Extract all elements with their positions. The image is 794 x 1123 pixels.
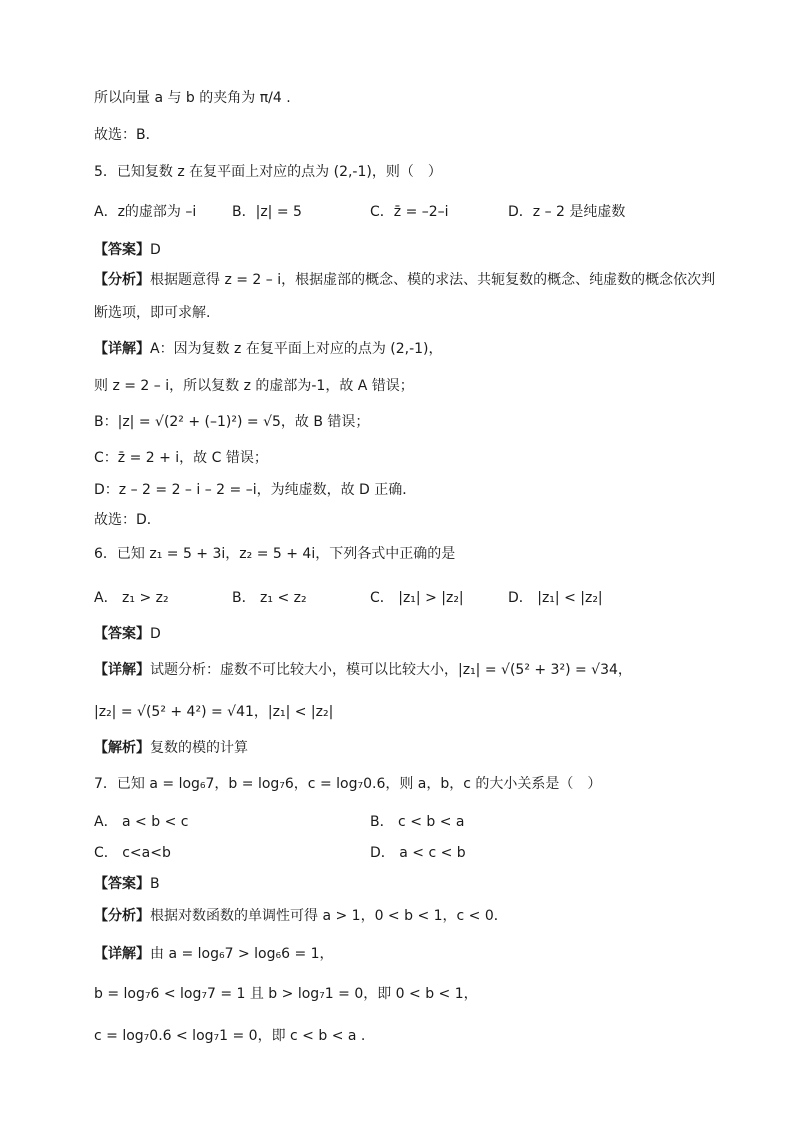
question-7: 7．已知 a = log₆7，b = log₇6，c = log₇0.6，则 a，b，c 的大小关系是（ ） [94,776,602,792]
parse-text: 复数的模的计算 [150,740,248,756]
option-b: B． c < b < a [370,814,465,830]
detail-tag: 【详解】 [94,946,150,962]
option-d: D． a < c < b [370,845,466,861]
option-a: A． a < b < c [94,814,189,830]
question-6: 6．已知 z₁ = 5 + 3i，z₂ = 5 + 4i，下列各式中正确的是 [94,546,456,562]
text-line: b = log₇6 < log₇7 = 1 且 b > log₇1 = 0，即 0 < b < 1， [94,986,478,1002]
text-line: D：z – 2 = 2 – i – 2 = –i，为纯虚数，故 D 正确． [94,482,417,498]
text-line: C：z̄ = 2 + i，故 C 错误； [94,450,268,466]
option-a: A． z₁ > z₂ [94,590,169,606]
text-line: |z₂| = √(5² + 4²) = √41，|z₁| < |z₂| [94,704,334,720]
analysis-line [94,906,508,926]
option-c: C． c<a<b [94,845,171,861]
answer-line [94,874,160,894]
detail-text: A：因为复数 z 在复平面上对应的点为 (2,-1)， [150,341,443,357]
answer-value: D [150,626,161,642]
option-d: D．z – 2 是纯虚数 [508,204,626,220]
text-line: 则 z = 2 – i，所以复数 z 的虚部为-1，故 A 错误； [94,378,414,394]
detail-text: 由 a = log₆7 > log₆6 = 1， [150,946,334,962]
option-a: A．z的虚部为 –i [94,204,197,220]
detail-tag: 【详解】 [94,341,150,357]
detail-line [94,944,334,964]
analysis-tag: 【分析】 [94,272,150,288]
text-line: 故选：B． [94,127,160,143]
text-line: B：|z| = √(2² + (–1)²) = √5，故 B 错误； [94,414,370,430]
analysis-line [94,270,715,290]
parse-line [94,738,248,758]
option-c: C．z̄ = –2–i [370,204,449,220]
analysis-text: 根据对数函数的单调性可得 a > 1，0 < b < 1，c < 0． [150,908,508,924]
text-line: 所以向量 a 与 b 的夹角为 π/4 . [94,90,291,106]
answer-tag: 【答案】 [94,242,150,258]
option-c: C． |z₁| > |z₂| [370,590,464,606]
detail-text: 试题分析：虚数不可比较大小，模可以比较大小，|z₁| = √(5² + 3²) = √34， [150,662,632,678]
option-b: B． z₁ < z₂ [232,590,307,606]
parse-tag: 【解析】 [94,740,150,756]
text-line: c = log₇0.6 < log₇1 = 0，即 c < b < a . [94,1028,366,1044]
answer-value: B [150,876,160,892]
detail-line [94,660,632,680]
detail-line [94,339,443,359]
answer-value: D [150,242,161,258]
answer-tag: 【答案】 [94,876,150,892]
option-b: B．|z| = 5 [232,204,302,220]
answer-tag: 【答案】 [94,626,150,642]
option-d: D． |z₁| < |z₂| [508,590,603,606]
answer-line [94,240,161,260]
question-5: 5．已知复数 z 在复平面上对应的点为 (2,-1)，则（ ） [94,164,442,180]
text-line: 故选：D． [94,512,161,528]
answer-line [94,624,161,644]
analysis-tag: 【分析】 [94,908,150,924]
text-line: 断选项，即可求解. [94,305,211,321]
detail-tag: 【详解】 [94,662,150,678]
analysis-text: 根据题意得 z = 2 – i，根据虚部的概念、模的求法、共轭复数的概念、纯虚数的概念依次判 [150,272,716,288]
